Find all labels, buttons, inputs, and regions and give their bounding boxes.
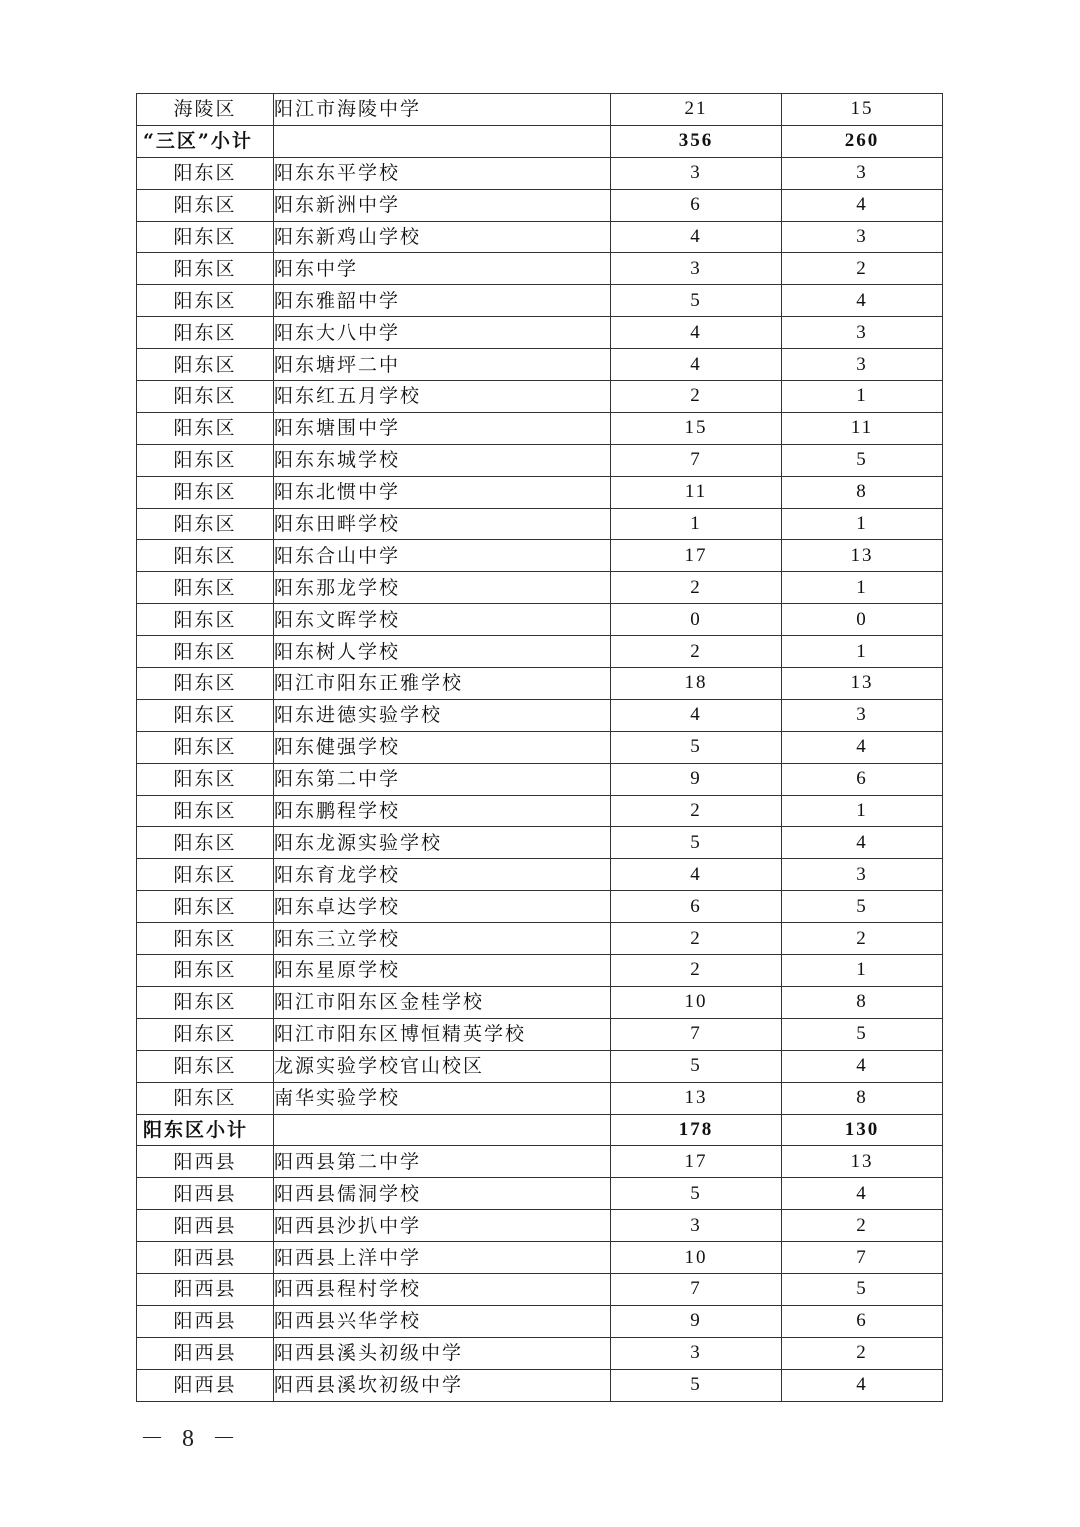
- district-cell: 阳西县: [137, 1242, 274, 1274]
- count-cell-1: 13: [611, 1082, 782, 1114]
- table-row: [137, 636, 943, 668]
- district-cell: 阳东区: [137, 668, 274, 700]
- district-cell: 阳东区: [137, 795, 274, 827]
- school-name-cell: 阳东东平学校: [274, 157, 611, 189]
- count-cell-2: 11: [782, 412, 943, 444]
- district-cell: 阳东区: [137, 381, 274, 413]
- school-name-cell: 阳西县程村学校: [274, 1273, 611, 1305]
- table-row: [137, 763, 943, 795]
- school-name-cell: 阳东树人学校: [274, 636, 611, 668]
- count-cell-2: 2: [782, 1337, 943, 1369]
- count-cell-2: 5: [782, 1018, 943, 1050]
- table-row: [137, 1242, 943, 1274]
- count-cell-1: 1: [611, 508, 782, 540]
- district-cell: 阳东区: [137, 1082, 274, 1114]
- count-cell-2: 3: [782, 317, 943, 349]
- district-cell: 阳东区: [137, 157, 274, 189]
- count-cell-2: 1: [782, 572, 943, 604]
- district-cell: 阳东区: [137, 221, 274, 253]
- school-name-cell: 阳江市阳东区博恒精英学校: [274, 1018, 611, 1050]
- school-name-cell: 阳东星原学校: [274, 955, 611, 987]
- table-row: [137, 923, 943, 955]
- table-row: [137, 189, 943, 221]
- school-name-cell: [274, 1114, 611, 1146]
- school-name-cell: 阳西县溪坎初级中学: [274, 1369, 611, 1401]
- count-cell-2: 15: [782, 94, 943, 126]
- school-name-cell: 阳东三立学校: [274, 923, 611, 955]
- count-cell-1: 9: [611, 1305, 782, 1337]
- district-cell: 阳东区: [137, 604, 274, 636]
- count-cell-2: 8: [782, 1082, 943, 1114]
- count-cell-1: 3: [611, 1210, 782, 1242]
- count-cell-1: 21: [611, 94, 782, 126]
- count-cell-1: 4: [611, 221, 782, 253]
- count-cell-2: 3: [782, 349, 943, 381]
- count-cell-1: 2: [611, 923, 782, 955]
- school-name-cell: 阳东龙源实验学校: [274, 827, 611, 859]
- table-row: [137, 795, 943, 827]
- count-cell-2: 4: [782, 1369, 943, 1401]
- school-name-cell: 阳东田畔学校: [274, 508, 611, 540]
- count-cell-1: 4: [611, 317, 782, 349]
- district-cell: 阳东区: [137, 1050, 274, 1082]
- school-name-cell: 阳西县第二中学: [274, 1146, 611, 1178]
- page-number: － 8 －: [140, 1426, 242, 1452]
- district-cell: 阳东区: [137, 540, 274, 572]
- district-cell: 阳东区: [137, 508, 274, 540]
- count-cell-2: 8: [782, 476, 943, 508]
- table-row: [137, 1018, 943, 1050]
- table-row: [137, 221, 943, 253]
- count-cell-1: 15: [611, 412, 782, 444]
- table-row: [137, 349, 943, 381]
- count-cell-1: 356: [611, 125, 782, 157]
- count-cell-2: 4: [782, 1050, 943, 1082]
- count-cell-1: 5: [611, 285, 782, 317]
- count-cell-2: 1: [782, 636, 943, 668]
- count-cell-2: 130: [782, 1114, 943, 1146]
- subtotal-row: [137, 1114, 943, 1146]
- count-cell-1: 17: [611, 1146, 782, 1178]
- school-name-cell: 阳西县溪头初级中学: [274, 1337, 611, 1369]
- school-name-cell: 阳东进德实验学校: [274, 699, 611, 731]
- count-cell-1: 3: [611, 1337, 782, 1369]
- count-cell-1: 4: [611, 699, 782, 731]
- table-row: [137, 444, 943, 476]
- count-cell-2: 0: [782, 604, 943, 636]
- school-name-cell: 阳东新洲中学: [274, 189, 611, 221]
- district-cell: 阳东区: [137, 349, 274, 381]
- count-cell-1: 5: [611, 731, 782, 763]
- count-cell-2: 1: [782, 955, 943, 987]
- district-cell: 阳西县: [137, 1210, 274, 1242]
- district-cell: 阳东区: [137, 444, 274, 476]
- school-name-cell: 阳东大八中学: [274, 317, 611, 349]
- district-cell: 阳东区: [137, 923, 274, 955]
- count-cell-1: 5: [611, 1050, 782, 1082]
- district-cell: 阳东区: [137, 636, 274, 668]
- school-name-cell: 阳东那龙学校: [274, 572, 611, 604]
- count-cell-1: 9: [611, 763, 782, 795]
- school-name-cell: 阳东东城学校: [274, 444, 611, 476]
- count-cell-2: 5: [782, 444, 943, 476]
- count-cell-2: 5: [782, 891, 943, 923]
- district-cell: 阳东区: [137, 986, 274, 1018]
- count-cell-1: 10: [611, 986, 782, 1018]
- school-name-cell: 阳东第二中学: [274, 763, 611, 795]
- table-row: [137, 285, 943, 317]
- enrollment-table: [136, 93, 943, 1402]
- count-cell-1: 2: [611, 572, 782, 604]
- count-cell-1: 2: [611, 955, 782, 987]
- district-cell: 阳西县: [137, 1305, 274, 1337]
- count-cell-1: 7: [611, 1018, 782, 1050]
- count-cell-1: 7: [611, 1273, 782, 1305]
- district-cell: 阳东区: [137, 189, 274, 221]
- count-cell-2: 3: [782, 157, 943, 189]
- subtotal-row: [137, 125, 943, 157]
- count-cell-1: 3: [611, 157, 782, 189]
- count-cell-2: 4: [782, 731, 943, 763]
- district-cell: 阳东区: [137, 699, 274, 731]
- table-row: [137, 859, 943, 891]
- table-row: [137, 412, 943, 444]
- table-row: [137, 1050, 943, 1082]
- table-row: [137, 1210, 943, 1242]
- table-row: [137, 891, 943, 923]
- count-cell-2: 13: [782, 540, 943, 572]
- table-row: [137, 955, 943, 987]
- count-cell-1: 3: [611, 253, 782, 285]
- school-name-cell: 南华实验学校: [274, 1082, 611, 1114]
- table-row: [137, 540, 943, 572]
- count-cell-1: 5: [611, 1178, 782, 1210]
- school-name-cell: 阳西县上洋中学: [274, 1242, 611, 1274]
- count-cell-1: 11: [611, 476, 782, 508]
- table-row: [137, 668, 943, 700]
- table-row: [137, 1337, 943, 1369]
- district-cell: 阳东区: [137, 827, 274, 859]
- school-name-cell: 阳东雅韶中学: [274, 285, 611, 317]
- table-row: [137, 476, 943, 508]
- table-row: [137, 1305, 943, 1337]
- count-cell-1: 4: [611, 859, 782, 891]
- count-cell-1: 0: [611, 604, 782, 636]
- table-body: [137, 94, 943, 1402]
- district-cell: 阳东区: [137, 412, 274, 444]
- table-row: [137, 731, 943, 763]
- count-cell-2: 7: [782, 1242, 943, 1274]
- subtotal-label-cell: “三区”小计: [137, 125, 274, 157]
- district-cell: 阳西县: [137, 1273, 274, 1305]
- school-name-cell: 阳东中学: [274, 253, 611, 285]
- district-cell: 阳东区: [137, 955, 274, 987]
- school-name-cell: 阳江市海陵中学: [274, 94, 611, 126]
- district-cell: 阳西县: [137, 1146, 274, 1178]
- count-cell-2: 4: [782, 827, 943, 859]
- count-cell-2: 1: [782, 381, 943, 413]
- school-name-cell: 阳江市阳东正雅学校: [274, 668, 611, 700]
- district-cell: 海陵区: [137, 94, 274, 126]
- school-name-cell: 阳西县沙扒中学: [274, 1210, 611, 1242]
- table-row: [137, 1273, 943, 1305]
- school-name-cell: [274, 125, 611, 157]
- count-cell-2: 4: [782, 285, 943, 317]
- district-cell: 阳西县: [137, 1178, 274, 1210]
- table-row: [137, 317, 943, 349]
- count-cell-1: 18: [611, 668, 782, 700]
- school-name-cell: 阳江市阳东区金桂学校: [274, 986, 611, 1018]
- count-cell-2: 3: [782, 221, 943, 253]
- school-name-cell: 阳东北惯中学: [274, 476, 611, 508]
- district-cell: 阳东区: [137, 763, 274, 795]
- school-name-cell: 阳东健强学校: [274, 731, 611, 763]
- count-cell-1: 6: [611, 891, 782, 923]
- district-cell: 阳东区: [137, 1018, 274, 1050]
- count-cell-2: 6: [782, 763, 943, 795]
- count-cell-1: 5: [611, 1369, 782, 1401]
- count-cell-1: 10: [611, 1242, 782, 1274]
- count-cell-2: 4: [782, 1178, 943, 1210]
- district-cell: 阳东区: [137, 285, 274, 317]
- count-cell-2: 5: [782, 1273, 943, 1305]
- district-cell: 阳东区: [137, 476, 274, 508]
- count-cell-2: 13: [782, 668, 943, 700]
- table-row: [137, 827, 943, 859]
- table-row: [137, 157, 943, 189]
- school-name-cell: 阳西县儒洞学校: [274, 1178, 611, 1210]
- count-cell-2: 13: [782, 1146, 943, 1178]
- table-row: [137, 572, 943, 604]
- count-cell-1: 17: [611, 540, 782, 572]
- table-row: [137, 381, 943, 413]
- district-cell: 阳西县: [137, 1337, 274, 1369]
- table-row: [137, 94, 943, 126]
- count-cell-2: 1: [782, 795, 943, 827]
- count-cell-1: 5: [611, 827, 782, 859]
- table-row: [137, 1146, 943, 1178]
- count-cell-2: 1: [782, 508, 943, 540]
- count-cell-1: 2: [611, 795, 782, 827]
- school-name-cell: 阳东合山中学: [274, 540, 611, 572]
- count-cell-1: 6: [611, 189, 782, 221]
- school-name-cell: 阳西县兴华学校: [274, 1305, 611, 1337]
- subtotal-label-cell: 阳东区小计: [137, 1114, 274, 1146]
- count-cell-2: 260: [782, 125, 943, 157]
- table-row: [137, 1178, 943, 1210]
- school-name-cell: 阳东育龙学校: [274, 859, 611, 891]
- district-cell: 阳西县: [137, 1369, 274, 1401]
- table-row: [137, 1369, 943, 1401]
- count-cell-1: 4: [611, 349, 782, 381]
- count-cell-2: 2: [782, 1210, 943, 1242]
- table-row: [137, 699, 943, 731]
- school-name-cell: 阳东卓达学校: [274, 891, 611, 923]
- district-cell: 阳东区: [137, 253, 274, 285]
- district-cell: 阳东区: [137, 731, 274, 763]
- count-cell-2: 2: [782, 923, 943, 955]
- table-row: [137, 1082, 943, 1114]
- count-cell-2: 4: [782, 189, 943, 221]
- table-row: [137, 508, 943, 540]
- district-cell: 阳东区: [137, 317, 274, 349]
- school-name-cell: 阳东新鸡山学校: [274, 221, 611, 253]
- school-name-cell: 阳东鹏程学校: [274, 795, 611, 827]
- school-name-cell: 龙源实验学校官山校区: [274, 1050, 611, 1082]
- table-row: [137, 253, 943, 285]
- district-cell: 阳东区: [137, 859, 274, 891]
- count-cell-2: 3: [782, 699, 943, 731]
- count-cell-1: 7: [611, 444, 782, 476]
- school-name-cell: 阳东文晖学校: [274, 604, 611, 636]
- count-cell-1: 2: [611, 381, 782, 413]
- table-row: [137, 604, 943, 636]
- count-cell-2: 6: [782, 1305, 943, 1337]
- count-cell-1: 2: [611, 636, 782, 668]
- school-name-cell: 阳东塘围中学: [274, 412, 611, 444]
- count-cell-2: 3: [782, 859, 943, 891]
- count-cell-2: 2: [782, 253, 943, 285]
- table-row: [137, 986, 943, 1018]
- school-name-cell: 阳东红五月学校: [274, 381, 611, 413]
- district-cell: 阳东区: [137, 572, 274, 604]
- count-cell-2: 8: [782, 986, 943, 1018]
- district-cell: 阳东区: [137, 891, 274, 923]
- school-name-cell: 阳东塘坪二中: [274, 349, 611, 381]
- count-cell-1: 178: [611, 1114, 782, 1146]
